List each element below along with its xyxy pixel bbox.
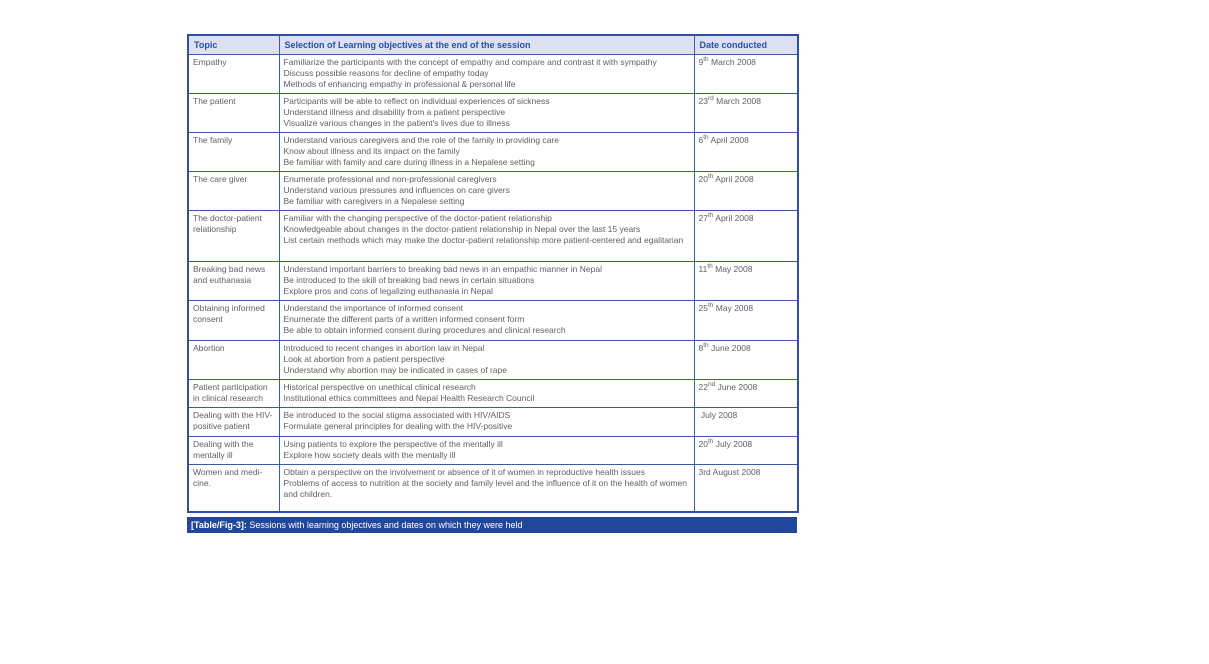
objective-line: Institutional ethics committees and Nepal Health Research Council — [283, 392, 535, 403]
objective-line: Problems of access to nutrition at the society and family level and the influence of it on the health of women and children. — [283, 477, 688, 499]
date-cell — [694, 133, 798, 172]
date-day: 23 — [698, 96, 708, 106]
caption-bar — [187, 517, 797, 533]
date-day: 8 — [698, 343, 704, 353]
date-rest: July 2008 — [713, 439, 753, 449]
topic-cell — [188, 465, 279, 513]
objectives-cell — [279, 465, 694, 513]
date-day: 9 — [698, 57, 704, 67]
topic-line: Dealing with the HIV- — [193, 410, 273, 420]
topic-line: The care giver — [193, 174, 248, 184]
date-ordinal-superscript: th — [703, 133, 709, 141]
topic-line: Empathy — [193, 57, 227, 67]
date-ordinal-superscript: th — [707, 301, 714, 309]
objective-line: Be introduced to the skill of breaking bad news in certain situations — [283, 274, 535, 285]
date-ordinal-superscript: th — [707, 172, 714, 180]
objective-line: Enumerate professional and non-professional caregivers — [283, 174, 497, 184]
objective-line: Look at abortion from a patient perspective — [283, 353, 445, 364]
date-rest: April 2008 — [713, 174, 754, 184]
objective-line: Using patients to explore the perspective of the mentally ill — [283, 439, 503, 449]
table-row — [188, 133, 798, 172]
table-header — [188, 35, 798, 55]
date-cell — [694, 465, 798, 513]
topic-cell — [188, 301, 279, 341]
date-cell — [694, 301, 798, 341]
date-ordinal-superscript: th — [703, 341, 709, 349]
topic-line: Women and medi- — [193, 467, 263, 477]
topic-cell — [188, 211, 279, 262]
table-row — [188, 55, 798, 94]
objective-line: Explore pros and cons of legalizing euthanasia in Nepal — [283, 285, 493, 296]
topic-line: The doctor-patient — [193, 213, 262, 223]
date-ordinal-superscript: th — [707, 211, 714, 219]
date-day: 27 — [698, 213, 708, 223]
topic-cell — [188, 341, 279, 380]
table-row — [188, 341, 798, 380]
objective-line: Know about illness and its impact on the family — [283, 145, 460, 156]
table-row — [188, 437, 798, 465]
objective-line: Formulate general principles for dealing with the HIV-positive — [283, 420, 513, 431]
date-ordinal-superscript: nd — [707, 380, 716, 388]
date-day: 22 — [698, 382, 708, 392]
date-ordinal-superscript: th — [707, 437, 714, 445]
date-rest: May 2008 — [712, 264, 753, 274]
date-rest: June 2008 — [715, 382, 758, 392]
caption-text: Sessions with learning objectives and dates on which they were held — [246, 520, 523, 530]
table-row — [188, 211, 798, 262]
topic-line: in clinical research — [193, 392, 263, 403]
objective-line: Methods of enhancing empathy in professional & personal life — [283, 78, 516, 89]
objective-line: Obtain a perspective on the involvement or absence of it of women in reproductive health issues — [283, 467, 645, 477]
objectives-cell — [279, 55, 694, 94]
objective-line: Knowledgeable about changes in the doctor-patient relationship in Nepal over the last 15 years — [283, 223, 641, 234]
objective-line: List certain methods which may make the doctor-patient relationship more patient-centered and egalitarian — [283, 234, 684, 245]
date-cell — [694, 94, 798, 133]
date-cell — [694, 262, 798, 301]
objective-line: Be introduced to the social stigma associated with HIV/AIDS — [283, 410, 511, 420]
table-row — [188, 172, 798, 211]
date-ordinal-superscript: rd — [707, 94, 714, 102]
objectives-cell — [279, 341, 694, 380]
date-cell — [694, 341, 798, 380]
topic-line: The family — [193, 135, 233, 145]
header-cell-topic: Topic — [188, 35, 279, 55]
topic-line: mentally ill — [193, 449, 233, 460]
objective-line: Understand various pressures and influences on care givers — [283, 184, 510, 195]
objective-line: Participants will be able to reflect on individual experiences of sickness — [283, 96, 550, 106]
topic-cell — [188, 55, 279, 94]
topic-cell — [188, 133, 279, 172]
sessions-table — [187, 34, 799, 513]
topic-line: Obtaining informed — [193, 303, 265, 313]
topic-cell — [188, 437, 279, 465]
date-rest: April 2008 — [708, 135, 749, 145]
objective-line: Understand various caregivers and the role of the family in providing care — [283, 135, 559, 145]
date-cell — [694, 437, 798, 465]
date-rest: May 2008 — [713, 303, 754, 313]
table-row — [188, 380, 798, 408]
objective-line: Be able to obtain informed consent during procedures and clinical research — [283, 324, 566, 335]
date-cell — [694, 55, 798, 94]
topic-cell — [188, 172, 279, 211]
objective-line: Historical perspective on unethical clinical research — [283, 382, 476, 392]
topic-cell — [188, 262, 279, 301]
date-rest: July 2008 — [698, 410, 738, 420]
objective-line: Be familiar with caregivers in a Nepalese setting — [283, 195, 465, 206]
objective-line: Understand illness and disability from a patient perspective — [283, 106, 506, 117]
objective-line: Understand important barriers to breaking bad news in an empathic manner in Nepal — [283, 264, 602, 274]
objective-line: Visualize various changes in the patient's lives due to illness — [283, 117, 510, 128]
date-ordinal-superscript: th — [707, 262, 713, 270]
date-rest: 3rd August 2008 — [698, 467, 761, 477]
objectives-cell — [279, 408, 694, 437]
table-body — [188, 55, 798, 513]
date-cell — [694, 172, 798, 211]
topic-line: Dealing with the — [193, 439, 254, 449]
objectives-cell — [279, 211, 694, 262]
objective-line: Introduced to recent changes in abortion law in Nepal — [283, 343, 485, 353]
header-row — [188, 35, 798, 55]
objective-line: Understand why abortion may be indicated in cases of rape — [283, 364, 507, 375]
topic-line: and euthanasia — [193, 274, 252, 285]
header-cell-objectives: Selection of Learning objectives at the end of the session — [279, 35, 694, 55]
date-day: 20 — [698, 174, 708, 184]
date-rest: April 2008 — [713, 213, 754, 223]
topic-line: positive patient — [193, 420, 250, 431]
date-cell — [694, 380, 798, 408]
date-day: 11 — [698, 264, 708, 274]
table-figure — [187, 34, 797, 533]
date-day: 25 — [698, 303, 708, 313]
objective-line: Explore how society deals with the mentally ill — [283, 449, 456, 460]
objective-line: Enumerate the different parts of a written informed consent form — [283, 313, 525, 324]
date-day: 20 — [698, 439, 708, 449]
date-cell — [694, 211, 798, 262]
topic-line: consent — [193, 313, 223, 324]
table-row — [188, 262, 798, 301]
topic-line: Breaking bad news — [193, 264, 266, 274]
table-row — [188, 94, 798, 133]
objectives-cell — [279, 172, 694, 211]
topic-line: The patient — [193, 96, 236, 106]
table-row — [188, 301, 798, 341]
date-ordinal-superscript: th — [703, 55, 709, 63]
objective-line: Understand the importance of informed consent — [283, 303, 464, 313]
date-rest: March 2008 — [708, 57, 756, 67]
topic-cell — [188, 408, 279, 437]
date-day: 6 — [698, 135, 704, 145]
topic-line: cine. — [193, 477, 211, 488]
objectives-cell — [279, 301, 694, 341]
date-cell — [694, 408, 798, 437]
date-rest: March 2008 — [713, 96, 761, 106]
topic-cell — [188, 94, 279, 133]
objectives-cell — [279, 437, 694, 465]
objectives-cell — [279, 380, 694, 408]
table-row — [188, 408, 798, 437]
objective-line: Be familiar with family and care during illness in a Nepalese setting — [283, 156, 535, 167]
topic-line: relationship — [193, 223, 237, 234]
objective-line: Familiarize the participants with the concept of empathy and compare and contrast it with sympathy — [283, 57, 657, 67]
objectives-cell — [279, 133, 694, 172]
header-cell-date: Date conducted — [694, 35, 798, 55]
topic-line: Abortion — [193, 343, 225, 353]
date-rest: June 2008 — [708, 343, 751, 353]
objective-line: Familiar with the changing perspective of the doctor-patient relationship — [283, 213, 552, 223]
objective-line: Discuss possible reasons for decline of empathy today — [283, 67, 489, 78]
objectives-cell — [279, 94, 694, 133]
topic-cell — [188, 380, 279, 408]
objectives-cell — [279, 262, 694, 301]
topic-line: Patient participation — [193, 382, 268, 392]
caption-label: [Table/Fig-3]: — [191, 520, 247, 530]
table-row — [188, 465, 798, 513]
